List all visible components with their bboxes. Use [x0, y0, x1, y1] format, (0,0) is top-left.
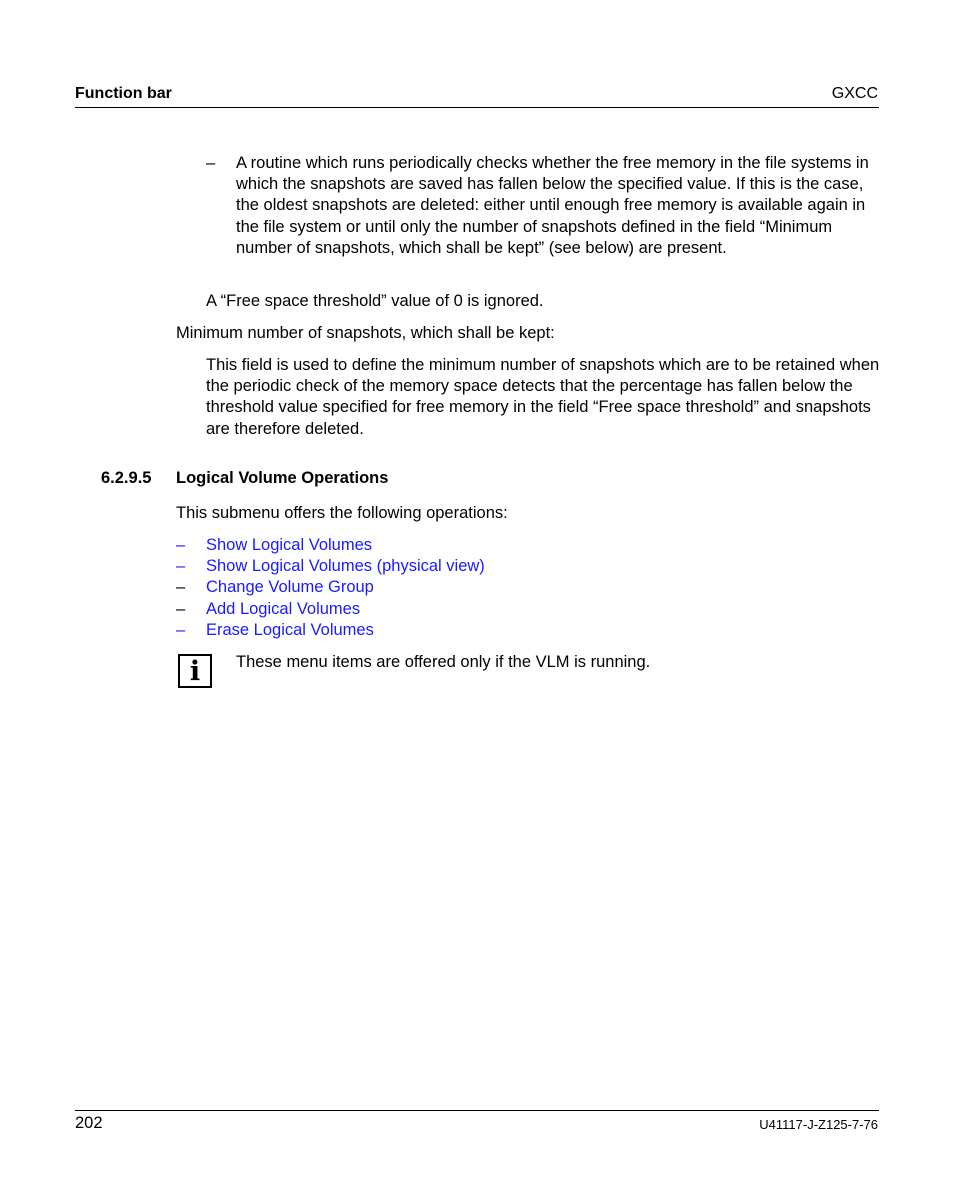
link-show-logical-volumes-physical[interactable]: Show Logical Volumes (physical view) [206, 557, 485, 576]
header-rule [75, 107, 879, 108]
running-header-product: GXCC [831, 85, 878, 102]
bullet-text: A routine which runs periodically checks whether the free memory in the file systems in which the snapshots are saved has fallen below the specified value. If this is the case, the oldest snapshots are deleted: either until enough free memory is available again in the file system or until only the number of snapshots defined in the field “Minimum number of snapshots, which shall be kept” (see below) are present. [236, 154, 869, 257]
section-intro: This submenu offers the following operations: [176, 504, 508, 522]
list-dash: – [176, 620, 186, 639]
list-dash: – [176, 536, 186, 554]
list-dash: – [176, 578, 186, 597]
section-title: Logical Volume Operations [176, 469, 389, 487]
footer-rule [75, 1110, 879, 1111]
info-note-text: These menu items are offered only if the VLM is running. [236, 653, 651, 671]
info-icon [178, 654, 212, 688]
list-dash: – [176, 557, 186, 576]
section-number: 6.2.9.5 [101, 469, 152, 487]
list-dash: – [176, 599, 186, 618]
link-show-logical-volumes[interactable]: Show Logical Volumes [206, 536, 373, 554]
min-snapshots-label: Minimum number of snapshots, which shall be kept: [176, 324, 555, 342]
document-id: U41117-J-Z125-7-76 [759, 1117, 878, 1132]
link-erase-logical-volumes[interactable]: Erase Logical Volumes [206, 620, 374, 639]
min-snapshots-description: This field is used to define the minimum number of snapshots which are to be retained when the periodic check of the memory space detects that the percentage has fallen below the threshold value specified for free memory in the field “Free space threshold” and snapshots are therefore deleted. [206, 356, 880, 438]
page-number: 202 [75, 1114, 103, 1132]
link-change-volume-group[interactable]: Change Volume Group [206, 578, 374, 597]
running-header-title: Function bar [75, 85, 172, 102]
info-icon-glyph: i [189, 655, 201, 687]
threshold-note: A “Free space threshold” value of 0 is ignored. [206, 292, 544, 310]
bullet-dash: – [206, 154, 216, 172]
link-add-logical-volumes[interactable]: Add Logical Volumes [206, 599, 361, 618]
